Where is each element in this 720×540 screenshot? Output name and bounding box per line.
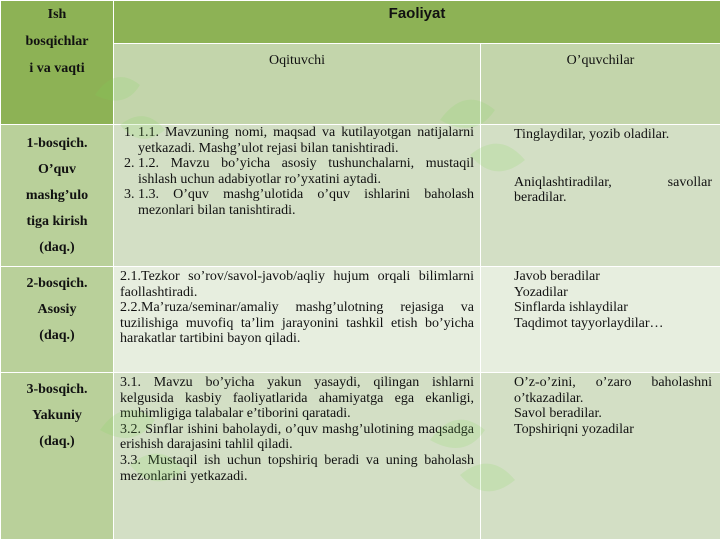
stage-cell <box>1 373 114 540</box>
teacher-header <box>114 44 481 125</box>
teacher-cell <box>114 267 481 373</box>
teacher-steps-list <box>114 125 480 219</box>
teacher-header-label: Oqituvchi <box>269 53 325 68</box>
table-row <box>1 267 720 373</box>
teacher-cell <box>114 373 481 540</box>
stage-line: 1-bosqich. <box>26 136 88 151</box>
stage-header-line: Ish <box>47 7 67 22</box>
teacher-activity: 3.1. Mavzu bo’yicha yakun yasaydi, qilingan ishlarni kelgusida kasbiy faoliyatlarida ahamiyatga ega ekanligi, muhimligiga talabalar e’tiborini qaratadi. <box>120 375 474 422</box>
student-activity: Taqdimot tayyorlaydilar… <box>514 315 664 331</box>
student-activity: O’z-o’zini, o’zaro baholashni o’tkazadilar. <box>514 375 712 406</box>
stage-line: Asosiy <box>37 302 77 317</box>
teacher-cell <box>114 125 481 267</box>
table-row <box>1 373 720 540</box>
stage-cell <box>1 267 114 373</box>
teacher-activity: 2.2.Ma’ruza/seminar/amaliy mashg’ulotning rejasiga va tuzilishiga muvofiq ta’lim jarayonini tashkil etish bo’yicha harakatlar tartibini bayon qiladi. <box>120 300 474 347</box>
student-activity: Javob beradilar <box>514 269 600 284</box>
stage-line: 3-bosqich. <box>26 382 88 397</box>
students-header <box>481 44 720 125</box>
student-activity: Aniqlashtiradilar, savollar beradilar. <box>514 174 712 206</box>
stage-line: mashg’ulo <box>25 188 89 203</box>
stage-line: O’quv <box>37 162 77 177</box>
stage-line: (daq.) <box>39 240 75 255</box>
stage-column-header <box>1 1 114 125</box>
student-activity: Sinflarda ishlaydilar <box>514 300 628 316</box>
students-header-label: O’quvchilar <box>566 53 635 68</box>
stage-header-line: i va vaqti <box>29 61 85 76</box>
students-cell <box>481 267 720 373</box>
stage-line: tiga kirish <box>26 214 88 229</box>
students-cell <box>481 373 720 540</box>
teacher-activity: 3.2. Sinflar ishini baholaydi, o’quv mashg’ulotining maqsadga erishish darajasini tahlil qiladi. <box>120 421 474 453</box>
list-item: 2. 1.2. Mavzu bo’yicha asosiy tushunchalarni, mustaqil ishlash uchun adabiyotlar ro’yxatini aytadi. <box>138 156 474 187</box>
stage-line: Yakuniy <box>32 408 82 423</box>
stage-header-line: bosqichlar <box>25 34 89 49</box>
stage-cell <box>1 125 114 267</box>
activity-header <box>114 1 720 44</box>
student-activity: Topshiriqni yozadilar <box>514 421 634 437</box>
list-item: 1. 1.1. Mavzuning nomi, maqsad va kutilayotgan natijalarni yetkazadi. Mashg’ulot rejasi bilan tanishtiradi. <box>138 125 474 156</box>
student-activity: Tinglaydilar, yozib oladilar. <box>514 127 670 142</box>
students-cell <box>481 125 720 267</box>
activity-header-label: Faoliyat <box>388 5 446 22</box>
teacher-activity: 3.3. Mustaqil ish uchun topshiriq beradi va uning baholash mezonlarini yetkazadi. <box>120 452 474 484</box>
stage-line: 2-bosqich. <box>26 276 88 291</box>
list-item: 3. 1.3. O’quv mashg’ulotida o’quv ishlarini baholash mezonlari bilan tanishtiradi. <box>138 187 474 218</box>
student-activity: Savol beradilar. <box>514 406 602 422</box>
table-row <box>1 125 720 267</box>
stage-line: (daq.) <box>39 434 75 449</box>
student-activity: Yozadilar <box>514 284 568 300</box>
teacher-activity: 2.1.Tezkor so’rov/savol-javob/aqliy hujum orqali bilimlarni faollashtiradi. <box>120 269 474 300</box>
stage-line: (daq.) <box>39 328 75 343</box>
